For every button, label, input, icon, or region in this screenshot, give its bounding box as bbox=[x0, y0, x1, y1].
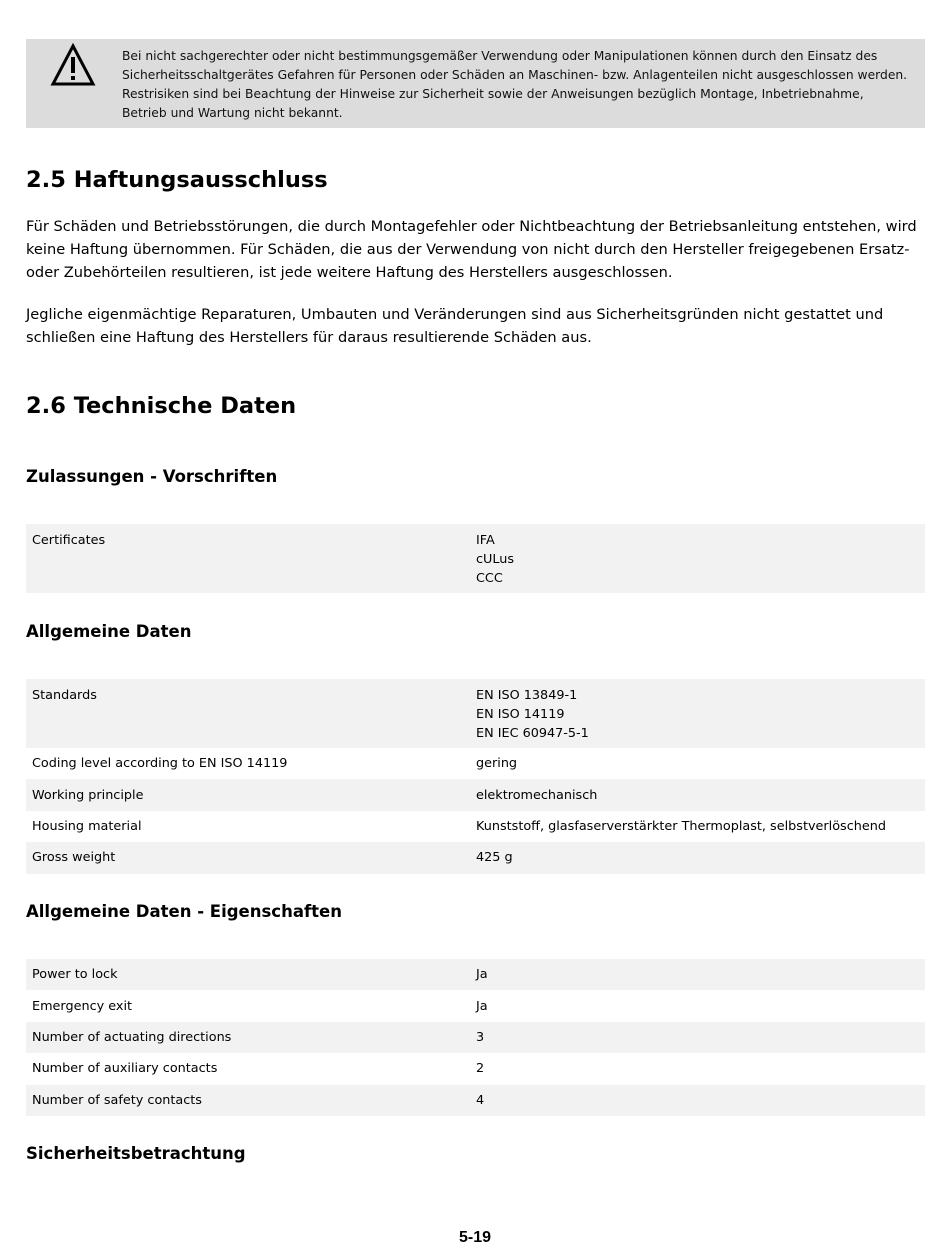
page-number: 5-19 bbox=[458, 1229, 492, 1246]
row-value-line: IFA bbox=[476, 533, 495, 548]
row-label: Working principle bbox=[32, 787, 144, 803]
row-value-line: EN ISO 13849-1 bbox=[476, 688, 578, 703]
paragraph-haftung-1: Für Schäden und Betriebsstörungen, die durch Montagefehler oder Nichtbeachtung der Betriebsanleitung entstehen, wird keine Haftung übernommen. Für Schäden, die aus der Verwendung von nicht durch den Hersteller freigegebenen Ersatz- oder Zubehörteilen resultieren, ist jede weitere Haftung des Herstellers ausgeschlossen. bbox=[26, 218, 917, 281]
subheading-zulassungen: Zulassungen - Vorschriften bbox=[26, 467, 278, 486]
row-value bbox=[476, 1059, 925, 1078]
warning-line: Sicherheitsschaltgerätes Gefahren für Personen oder Schäden an Maschinen- bzw. Anlagenteilen nicht ausgeschlossen werden. bbox=[122, 68, 908, 82]
table-row bbox=[26, 1022, 925, 1053]
row-value-line: 3 bbox=[476, 1029, 485, 1045]
row-value-line: 425 g bbox=[476, 850, 513, 866]
table-row bbox=[26, 679, 925, 748]
table-row bbox=[26, 524, 925, 593]
row-value bbox=[476, 1028, 925, 1047]
row-value-line: gering bbox=[476, 756, 518, 772]
table-row bbox=[26, 1053, 925, 1084]
table-row bbox=[26, 1085, 925, 1116]
table-allgemeine-daten bbox=[26, 679, 925, 874]
subheading-sicherheitsbetrachtung: Sicherheitsbetrachtung bbox=[26, 1144, 246, 1163]
subheading-allgemeine-daten: Allgemeine Daten bbox=[26, 622, 192, 641]
table-row bbox=[26, 842, 925, 873]
warning-triangle-icon bbox=[50, 43, 96, 87]
row-value bbox=[476, 786, 925, 805]
row-label: Coding level according to EN ISO 14119 bbox=[32, 756, 288, 772]
row-value bbox=[476, 997, 925, 1016]
row-label: Power to lock bbox=[32, 967, 118, 983]
section-heading-haftungsausschluss: 2.5 Haftungsausschluss bbox=[26, 167, 328, 193]
table-row bbox=[26, 779, 925, 810]
row-value-line: CCC bbox=[476, 571, 503, 586]
warning-line: Betrieb und Wartung nicht bekannt. bbox=[122, 106, 343, 120]
row-label: Number of auxiliary contacts bbox=[32, 1061, 218, 1077]
row-value-line: Ja bbox=[476, 967, 488, 983]
warning-line: Restrisiken sind bei Beachtung der Hinweise zur Sicherheit sowie der Anweisungen bezüglich Montage, Inbetriebnahme, bbox=[122, 87, 864, 101]
row-value-line: EN ISO 14119 bbox=[476, 707, 565, 722]
table-row bbox=[26, 811, 925, 842]
table-row bbox=[26, 748, 925, 779]
row-label: Number of actuating directions bbox=[32, 1029, 232, 1045]
row-label: Housing material bbox=[32, 818, 142, 834]
row-value bbox=[476, 754, 925, 773]
row-label: Emergency exit bbox=[32, 998, 133, 1014]
paragraph-haftung-2: Jegliche eigenmächtige Reparaturen, Umbauten und Veränderungen sind aus Sicherheitsgründen nicht gestattet und schließen eine Haftung des Herstellers für daraus resultierende Schäden aus. bbox=[26, 306, 884, 346]
row-value-line: cULus bbox=[476, 552, 515, 567]
row-label: Certificates bbox=[32, 533, 106, 548]
row-label: Number of safety contacts bbox=[32, 1092, 202, 1108]
row-value bbox=[476, 848, 925, 867]
table-eigenschaften bbox=[26, 959, 925, 1116]
table-row bbox=[26, 990, 925, 1021]
section-heading-technische-daten: 2.6 Technische Daten bbox=[26, 393, 297, 419]
row-value-line: EN IEC 60947-5-1 bbox=[476, 726, 589, 741]
warning-text bbox=[122, 47, 919, 123]
warning-line: Bei nicht sachgerechter oder nicht bestimmungsgemäßer Verwendung oder Manipulationen können durch den Einsatz des bbox=[122, 49, 878, 63]
row-value bbox=[476, 1091, 925, 1110]
subheading-eigenschaften: Allgemeine Daten - Eigenschaften bbox=[26, 902, 342, 921]
row-value bbox=[476, 965, 925, 984]
warning-box bbox=[26, 39, 925, 128]
row-value-line: Ja bbox=[476, 998, 488, 1014]
row-value bbox=[476, 686, 925, 740]
table-zulassungen bbox=[26, 524, 925, 593]
row-label: Gross weight bbox=[32, 850, 116, 866]
document-page bbox=[26, 39, 925, 1163]
row-label: Standards bbox=[32, 688, 97, 703]
table-row bbox=[26, 959, 925, 990]
row-value bbox=[476, 531, 925, 585]
row-value bbox=[476, 817, 925, 836]
row-value-line: Kunststoff, glasfaserverstärkter Thermoplast, selbstverlöschend bbox=[476, 818, 886, 834]
row-value-line: 2 bbox=[476, 1061, 485, 1077]
row-value-line: 4 bbox=[476, 1092, 485, 1108]
row-value-line: elektromechanisch bbox=[476, 787, 598, 803]
